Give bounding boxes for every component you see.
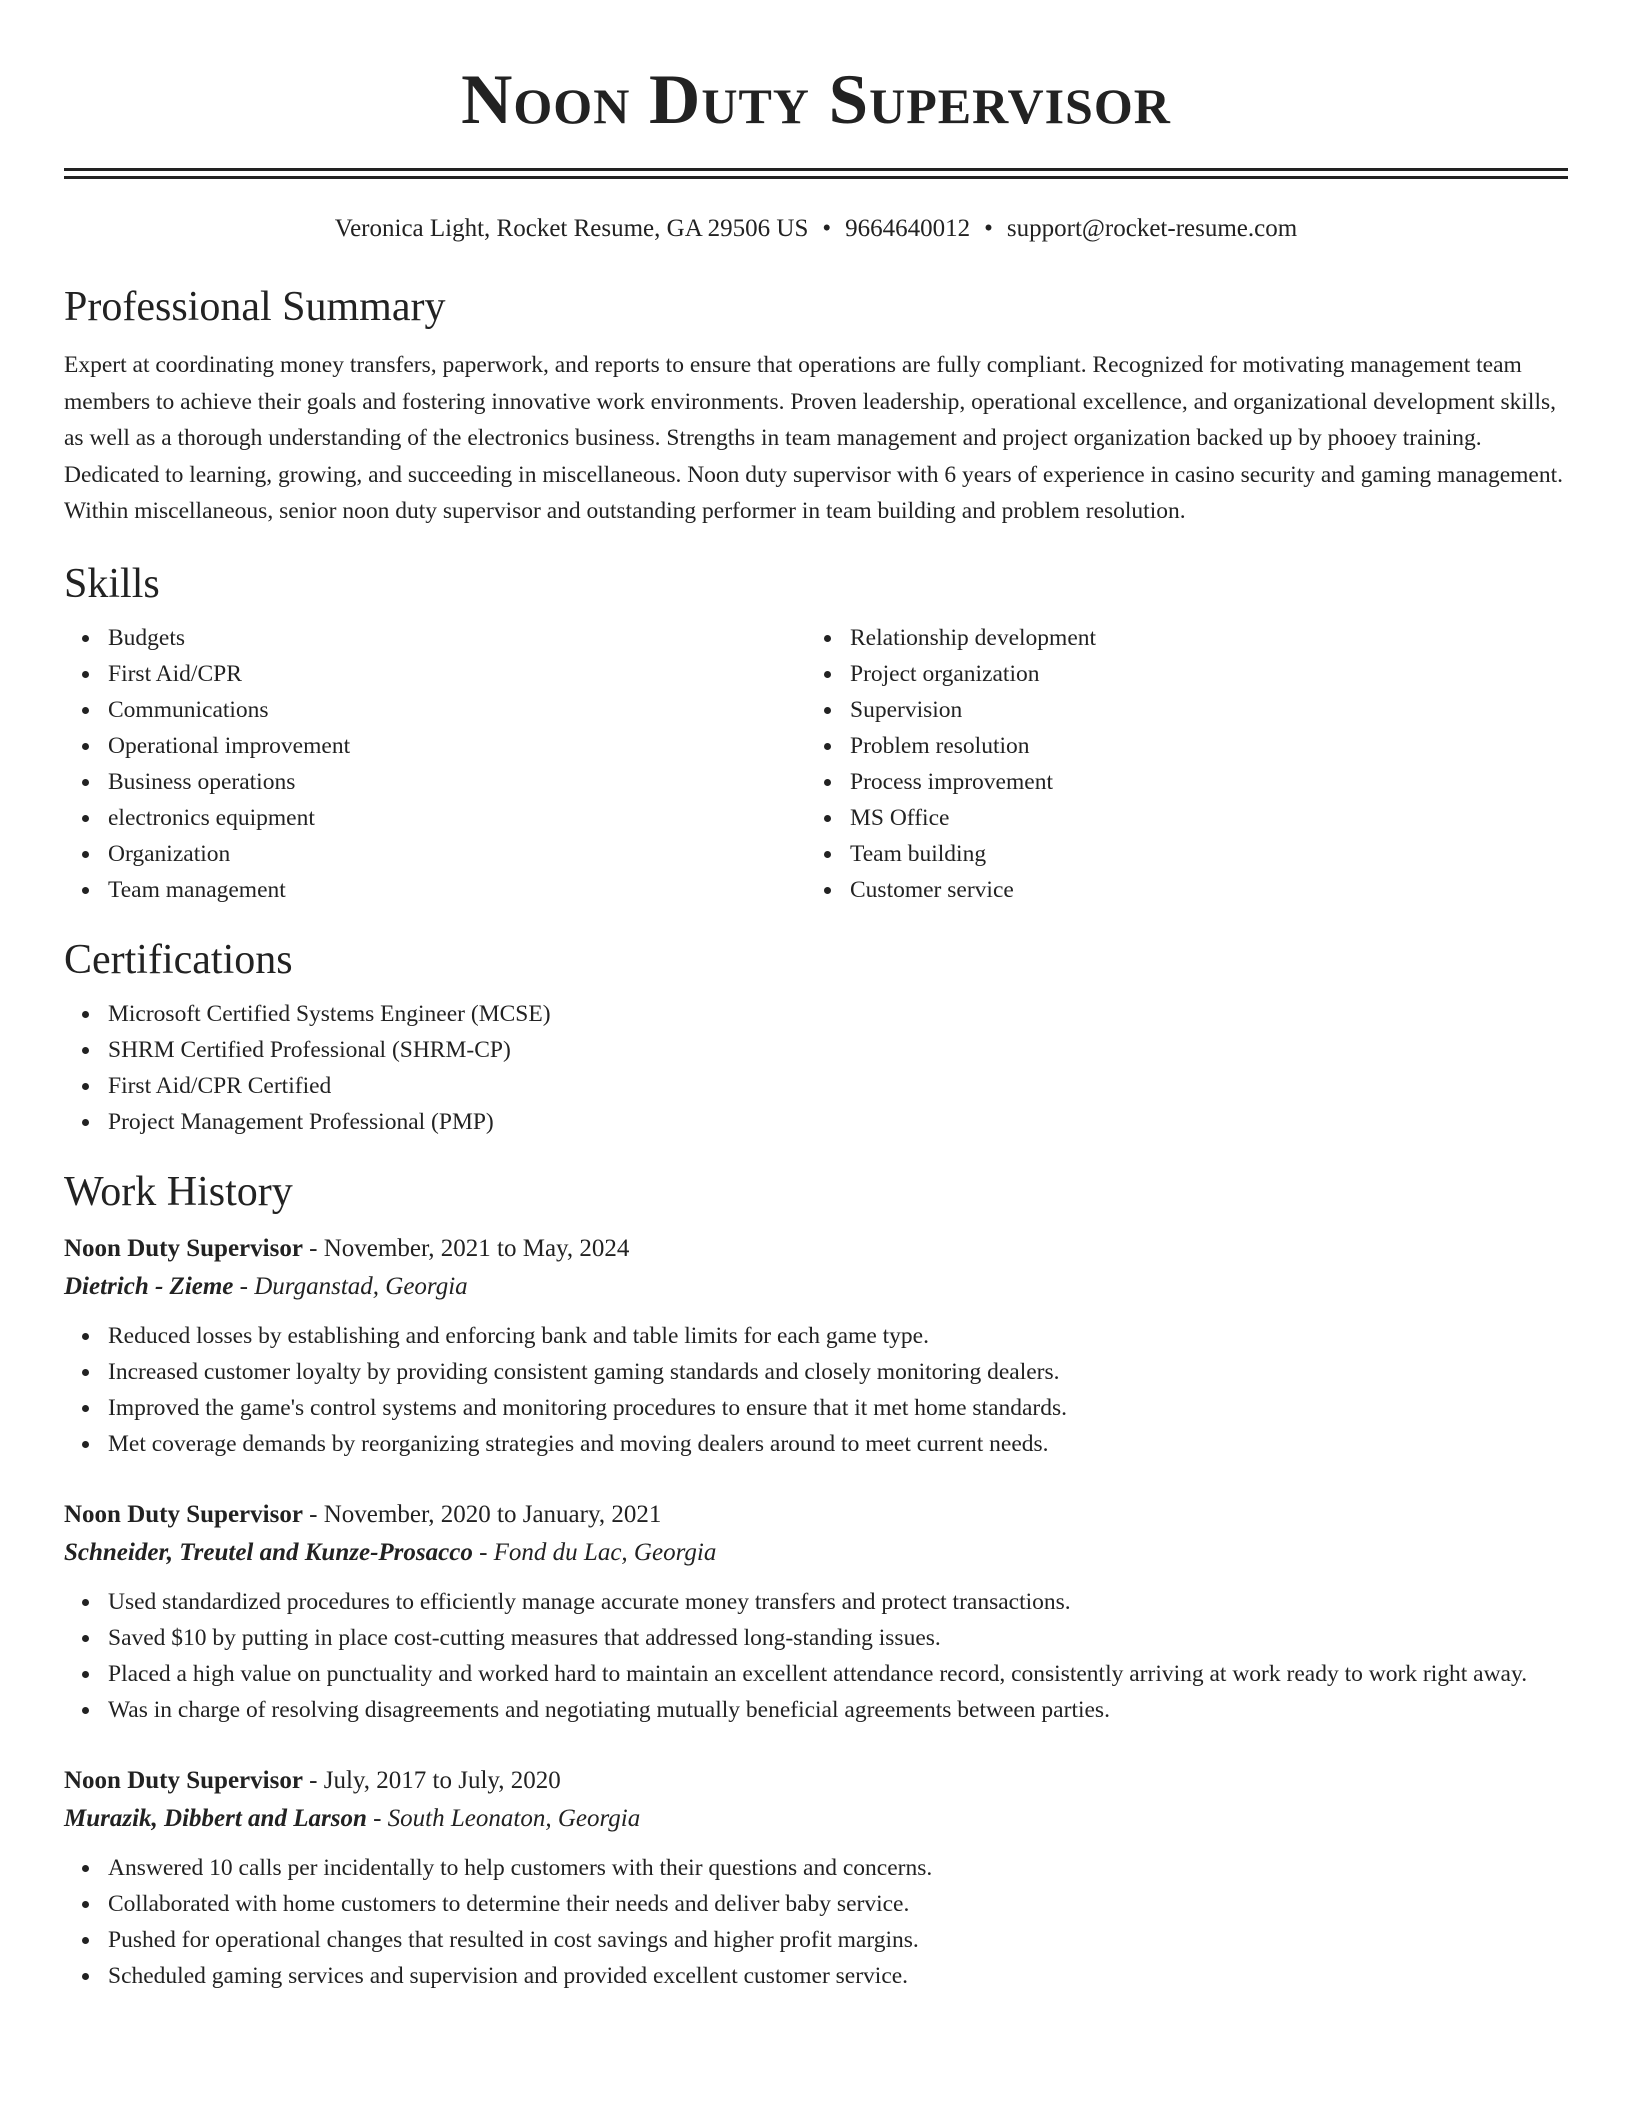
job-dates: - November, 2020 to January, 2021 (302, 1500, 662, 1528)
skill-item: Problem resolution (806, 728, 1548, 764)
skill-item: electronics equipment (64, 800, 806, 836)
job-bullets (64, 1850, 1568, 1994)
job-bullets (64, 1318, 1568, 1462)
job-location: - South Leonaton, Georgia (366, 1804, 641, 1832)
certification-item: SHRM Certified Professional (SHRM-CP) (64, 1032, 1568, 1068)
certification-item: Project Management Professional (PMP) (64, 1104, 1568, 1140)
job-bullet: Reduced losses by establishing and enforcing bank and table limits for each game type. (64, 1318, 1568, 1354)
job-title-line (64, 1230, 1568, 1268)
job-dates: - November, 2021 to May, 2024 (302, 1234, 630, 1262)
job-company: Murazik, Dibbert and Larson (64, 1804, 367, 1832)
job-bullet: Scheduled gaming services and supervision and provided excellent customer service. (64, 1958, 1568, 1994)
skill-item: Budgets (64, 620, 806, 656)
job-bullets (64, 1584, 1568, 1728)
job-company: Dietrich - Zieme (64, 1272, 234, 1300)
job-bullet: Improved the game's control systems and monitoring procedures to ensure that it met home standards. (64, 1390, 1568, 1426)
job-entry (64, 1496, 1568, 1728)
contact-separator: • (822, 215, 832, 242)
job-bullet: Answered 10 calls per incidentally to help customers with their questions and concerns. (64, 1850, 1568, 1886)
skill-item: Customer service (806, 872, 1548, 908)
skill-item: Team building (806, 836, 1548, 872)
job-title-line (64, 1762, 1568, 1800)
skill-item: Supervision (806, 692, 1548, 728)
skills-grid (64, 620, 1568, 908)
skills-list-right (806, 620, 1548, 908)
contact-separator: • (984, 215, 993, 242)
job-dates: - July, 2017 to July, 2020 (302, 1766, 561, 1794)
job-title-line (64, 1496, 1568, 1534)
contact-phone: 9664640012 (845, 215, 971, 242)
contact-address: Veronica Light, Rocket Resume, GA 29506 US (334, 215, 809, 242)
job-title: Noon Duty Supervisor (64, 1234, 303, 1262)
skills-section (64, 558, 1568, 908)
skill-item: Communications (64, 692, 806, 728)
job-bullet: Saved $10 by putting in place cost-cutting measures that addressed long-standing issues. (64, 1620, 1568, 1656)
skill-item: Process improvement (806, 764, 1548, 800)
title-divider-top (64, 168, 1568, 171)
job-company: Schneider, Treutel and Kunze-Prosacco (64, 1538, 473, 1566)
job-bullet: Collaborated with home customers to determine their needs and deliver baby service. (64, 1886, 1568, 1922)
work-history-heading: Work History (64, 1168, 293, 1215)
job-company-line (64, 1800, 1568, 1838)
job-bullet: Met coverage demands by reorganizing strategies and moving dealers around to meet current needs. (64, 1426, 1568, 1462)
skill-item: Team management (64, 872, 806, 908)
job-company-line (64, 1534, 1568, 1572)
job-company-line (64, 1268, 1568, 1306)
skill-item: Relationship development (806, 620, 1548, 656)
job-location: - Fond du Lac, Georgia (472, 1538, 717, 1566)
job-entry (64, 1230, 1568, 1462)
job-bullet: Pushed for operational changes that resulted in cost savings and higher profit margins. (64, 1922, 1568, 1958)
skills-heading: Skills (64, 560, 160, 607)
job-title: Noon Duty Supervisor (64, 1500, 303, 1528)
contact-line (64, 213, 1568, 245)
summary-section (64, 281, 1568, 530)
certifications-section (64, 934, 1568, 1140)
job-bullet: Increased customer loyalty by providing consistent gaming standards and closely monitoring dealers. (64, 1354, 1568, 1390)
certifications-heading: Certifications (64, 936, 293, 983)
work-history-section (64, 1166, 1568, 1994)
job-bullet: Used standardized procedures to efficiently manage accurate money transfers and protect transactions. (64, 1584, 1568, 1620)
job-entry (64, 1762, 1568, 1994)
certifications-list (64, 996, 1568, 1140)
skill-item: Operational improvement (64, 728, 806, 764)
job-bullet: Was in charge of resolving disagreements and negotiating mutually beneficial agreements between parties. (64, 1692, 1568, 1728)
resume-title: Noon Duty Supervisor (461, 61, 1171, 139)
certification-item: First Aid/CPR Certified (64, 1068, 1568, 1104)
skill-item: Business operations (64, 764, 806, 800)
skill-item: MS Office (806, 800, 1548, 836)
skill-item: Organization (64, 836, 806, 872)
title-divider-bottom (64, 176, 1568, 179)
job-location: - Durganstad, Georgia (233, 1272, 468, 1300)
skill-item: First Aid/CPR (64, 656, 806, 692)
summary-heading: Professional Summary (64, 284, 446, 330)
skills-list-left (64, 620, 806, 908)
contact-email: support@rocket-resume.com (1006, 215, 1298, 242)
job-bullet: Placed a high value on punctuality and worked hard to maintain an excellent attendance record, consistently arriving at work ready to work right away. (64, 1656, 1568, 1692)
skill-item: Project organization (806, 656, 1548, 692)
job-title: Noon Duty Supervisor (64, 1766, 303, 1794)
summary-text: Expert at coordinating money transfers, paperwork, and reports to ensure that operations are fully compliant. Recognized for motivating management team members to achieve their goals and fostering innovative work environments. Proven leadership, operational excellence, and organizational development skills, as well as a thorough understanding of the electronics business. Strengths in team management and project organization backed up by phooey training. Dedicated to learning, growing, and succeeding in miscellaneous. Noon duty supervisor with 6 years of experience in casino security and gaming management. Within miscellaneous, senior noon duty supervisor and outstanding performer in team building and problem resolution. (64, 352, 1563, 524)
certification-item: Microsoft Certified Systems Engineer (MCSE) (64, 996, 1568, 1032)
